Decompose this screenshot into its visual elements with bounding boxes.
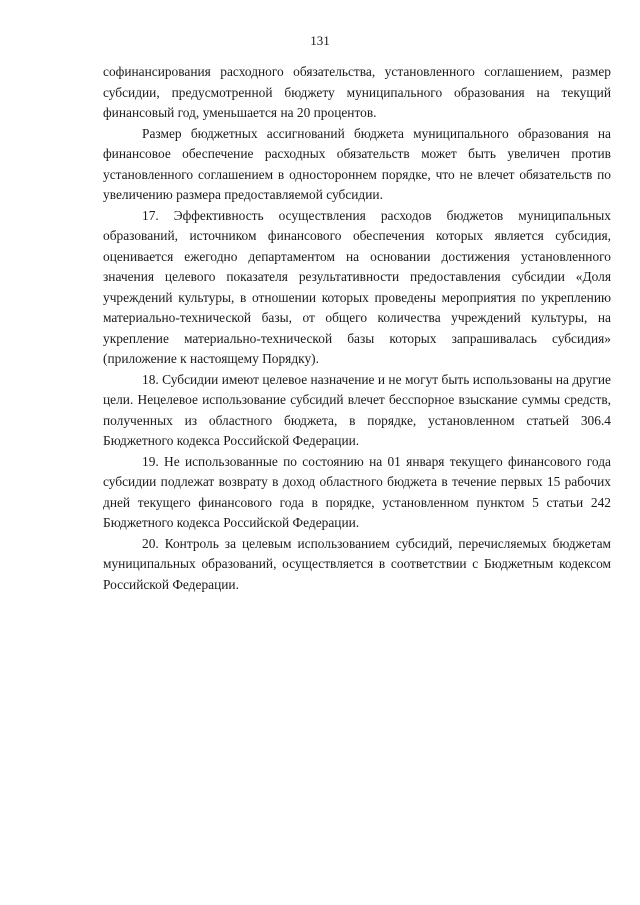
paragraph-budget-allocation: Размер бюджетных ассигнований бюджета муниципального образования на финансовое обеспечение расходных обязательств может быть увеличен против установленного соглашением в одностороннем порядке, что не влечет обязательств по увеличению размера предоставляемой субсидии. xyxy=(103,125,611,202)
paragraph-17-efficiency: 17. Эффективность осуществления расходов бюджетов муниципальных образований, источником финансового обеспечения которых является субсидия, оценивается ежегодно департаментом на основании достижения установленного значения целевого показателя результативности предоставления субсидии «Доля учреждений культуры, в отношении которых проведены мероприятия по укреплению материально-технической базы, от общего количества учреждений культуры, на укрепление материально-технической базы которых запрашивалась субсидия» (приложение к настоящему Порядку). xyxy=(103,207,611,366)
paragraph-20-control: 20. Контроль за целевым использованием субсидий, перечисляемых бюджетам муниципальных образований, осуществляется в соответствии с Бюджетным кодексом Российской Федерации. xyxy=(103,535,611,592)
page-number: 131 xyxy=(310,33,330,48)
paragraph-18-target-use: 18. Субсидии имеют целевое назначение и не могут быть использованы на другие цели. Нецелевое использование субсидий влечет бесспорное взыскание суммы средств, полученных из областного бюджета, в порядке, установленном статьей 306.4 Бюджетного кодекса Российской Федерации. xyxy=(103,371,611,448)
paragraph-19-refund: 19. Не использованные по состоянию на 01 января текущего финансового года субсидии подлежат возврату в доход областного бюджета в течение первых 15 рабочих дней текущего финансового года в порядке, установленном пунктом 5 статьи 242 Бюджетного кодекса Российской Федерации. xyxy=(103,453,611,530)
document-body xyxy=(103,62,611,595)
paragraph-cofinancing-reduction: софинансирования расходного обязательства, установленного соглашением, размер субсидии, предусмотренной бюджету муниципального образования на текущий финансовый год, уменьшается на 20 процентов. xyxy=(103,64,611,120)
